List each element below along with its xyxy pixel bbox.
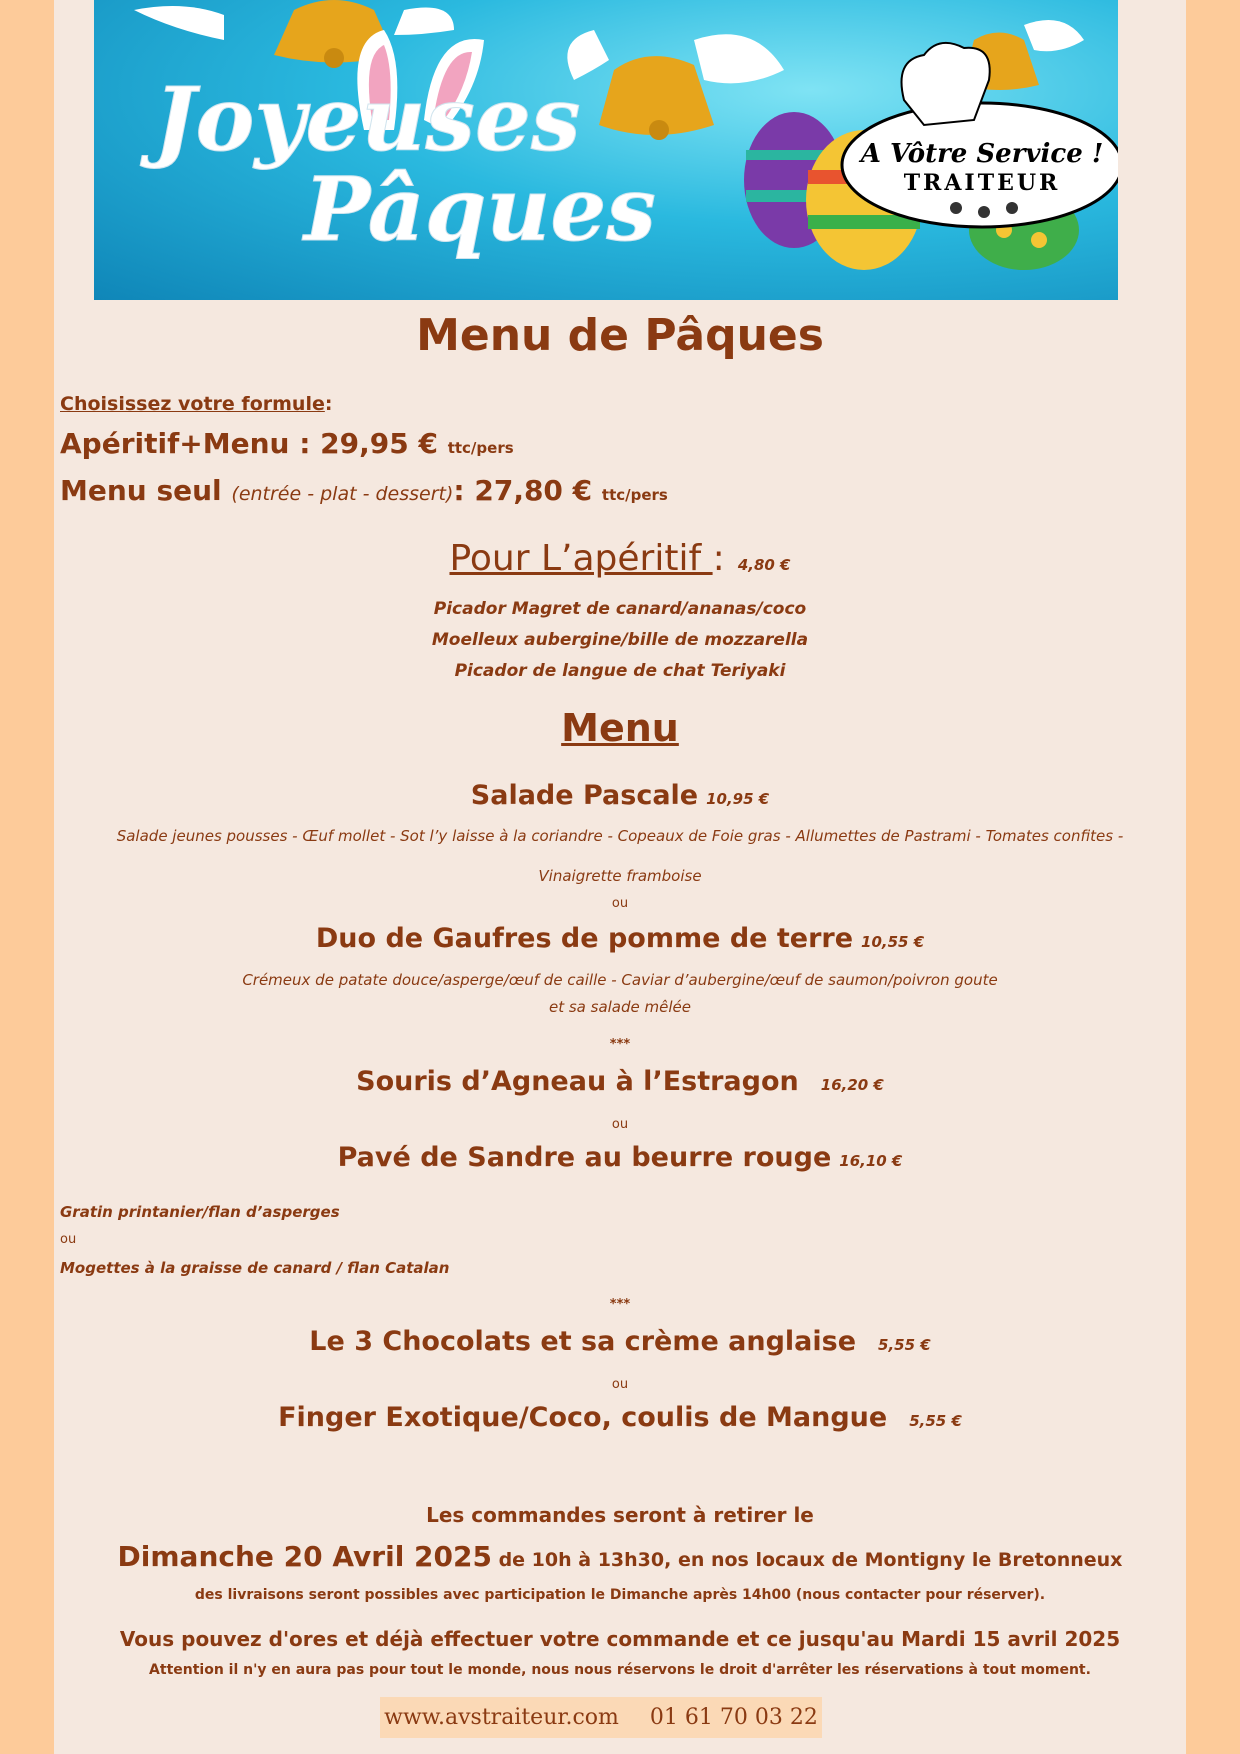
aperitif-colon: : [712,538,725,579]
side-separator: ou [60,1232,77,1247]
side-dish: Mogettes à la graisse de canard / flan Catalan [60,1259,450,1277]
bell-icon [134,0,454,68]
menu-heading: Menu [561,706,679,750]
dish-description: Salade jeunes pousses - Œuf mollet - Sot l’y laisse à la coriandre - Copeaux de Foie gras - Allumettes de Pastrami - Tomates confites - [116,827,1124,845]
option1-label: Apéritif+Menu : 29,95 € [60,427,438,460]
dish-price: 5,55 € [909,1412,962,1430]
dish-price: 16,10 € [839,1152,903,1170]
delivery-note: des livraisons seront possibles avec participation le Dimanche après 14h00 (nous contacter pour réserver). [194,1587,1046,1603]
side-dish: Gratin printanier/flan d’asperges [60,1203,340,1221]
dish-description: et sa salade mêlée [548,998,691,1016]
formula-option-1 [60,427,514,460]
pickup-date: Dimanche 20 Avril 2025 [117,1540,492,1573]
dessert-2 [54,1402,1186,1433]
dish-description: Vinaigrette framboise [538,867,702,885]
separator-stars: *** [609,1037,631,1052]
option2-label: Menu seul [60,474,222,507]
pickup-row [54,1540,1186,1573]
aperitif-item: Moelleux aubergine/bille de mozzarella [431,630,809,650]
dessert-1 [54,1326,1186,1357]
aperitif-heading-row [54,538,1186,579]
contact-box [380,1697,822,1738]
dish-description: Crémeux de patate douce/asperge/œuf de caille - Caviar d’aubergine/œuf de saumon/poivron goute [242,971,998,989]
main-2 [54,1142,1186,1173]
logo-name: A Vôtre Service ! [860,139,1104,169]
menu-page [54,0,1186,1754]
greeting-line1: Joyeuses [154,67,581,171]
phone-number[interactable]: 01 61 70 03 22 [649,1705,818,1730]
aperitif-item: Picador Magret de canard/ananas/coco [433,599,807,619]
pickup-details: de 10h à 13h30, en nos locaux de Montigny le Bretonneux [491,1549,1123,1571]
separator-ou: ou [611,896,629,911]
dish-name: Pavé de Sandre au beurre rouge [337,1142,832,1173]
aperitif-item: Picador de langue de chat Teriyaki [454,661,786,681]
dish-name: Salade Pascale [470,780,699,811]
starter-1 [54,780,1186,811]
option2-unit: ttc/pers [601,486,668,504]
option2-price: : 27,80 € [453,474,593,507]
separator-ou: ou [611,1117,629,1132]
aperitif-price: 4,80 € [737,556,791,574]
bell-icon [567,30,784,140]
dish-name: Souris d’Agneau à l’Estragon [356,1066,799,1097]
dish-name: Finger Exotique/Coco, coulis de Mangue [278,1402,888,1433]
formula-colon: : [324,393,333,415]
formula-heading: Choisissez votre formule [60,393,325,415]
dish-price: 16,20 € [820,1076,884,1094]
dish-name: Le 3 Chocolats et sa crème anglaise [309,1326,857,1357]
dish-price: 10,95 € [706,790,770,808]
dish-name: Duo de Gaufres de pomme de terre [315,923,854,954]
easter-banner [94,0,1118,300]
starter-2 [54,923,1186,954]
website-link[interactable]: www.avstraiteur.com [384,1705,619,1730]
logo-subtitle: TRAITEUR [903,170,1061,196]
banner-decoration [94,0,1118,300]
formula-option-2 [60,474,668,507]
dish-price: 10,55 € [861,933,925,951]
greeting-line2: Pâques [304,157,656,261]
availability-warning: Attention il n'y en aura pas pour tout le monde, nous nous réservons le droit d'arrêter les réservations à tout moment. [149,1662,1091,1678]
option2-detail: (entrée - plat - dessert) [231,483,454,505]
aperitif-heading: Pour L’apéritif [449,538,713,579]
dish-price: 5,55 € [878,1336,931,1354]
formula-heading-row [60,393,332,415]
chef-hat-icon [902,43,990,125]
caterer-logo [842,43,1118,227]
main-1 [54,1066,1186,1097]
separator-ou: ou [611,1377,629,1392]
order-deadline: Vous pouvez d'ores et déjà effectuer votre commande et ce jusqu'au Mardi 15 avril 2025 [119,1627,1121,1651]
pickup-intro: Les commandes seront à retirer le [426,1503,814,1527]
separator-stars: *** [609,1297,631,1312]
page-title: Menu de Pâques [416,310,824,361]
option1-unit: ttc/pers [447,439,514,457]
